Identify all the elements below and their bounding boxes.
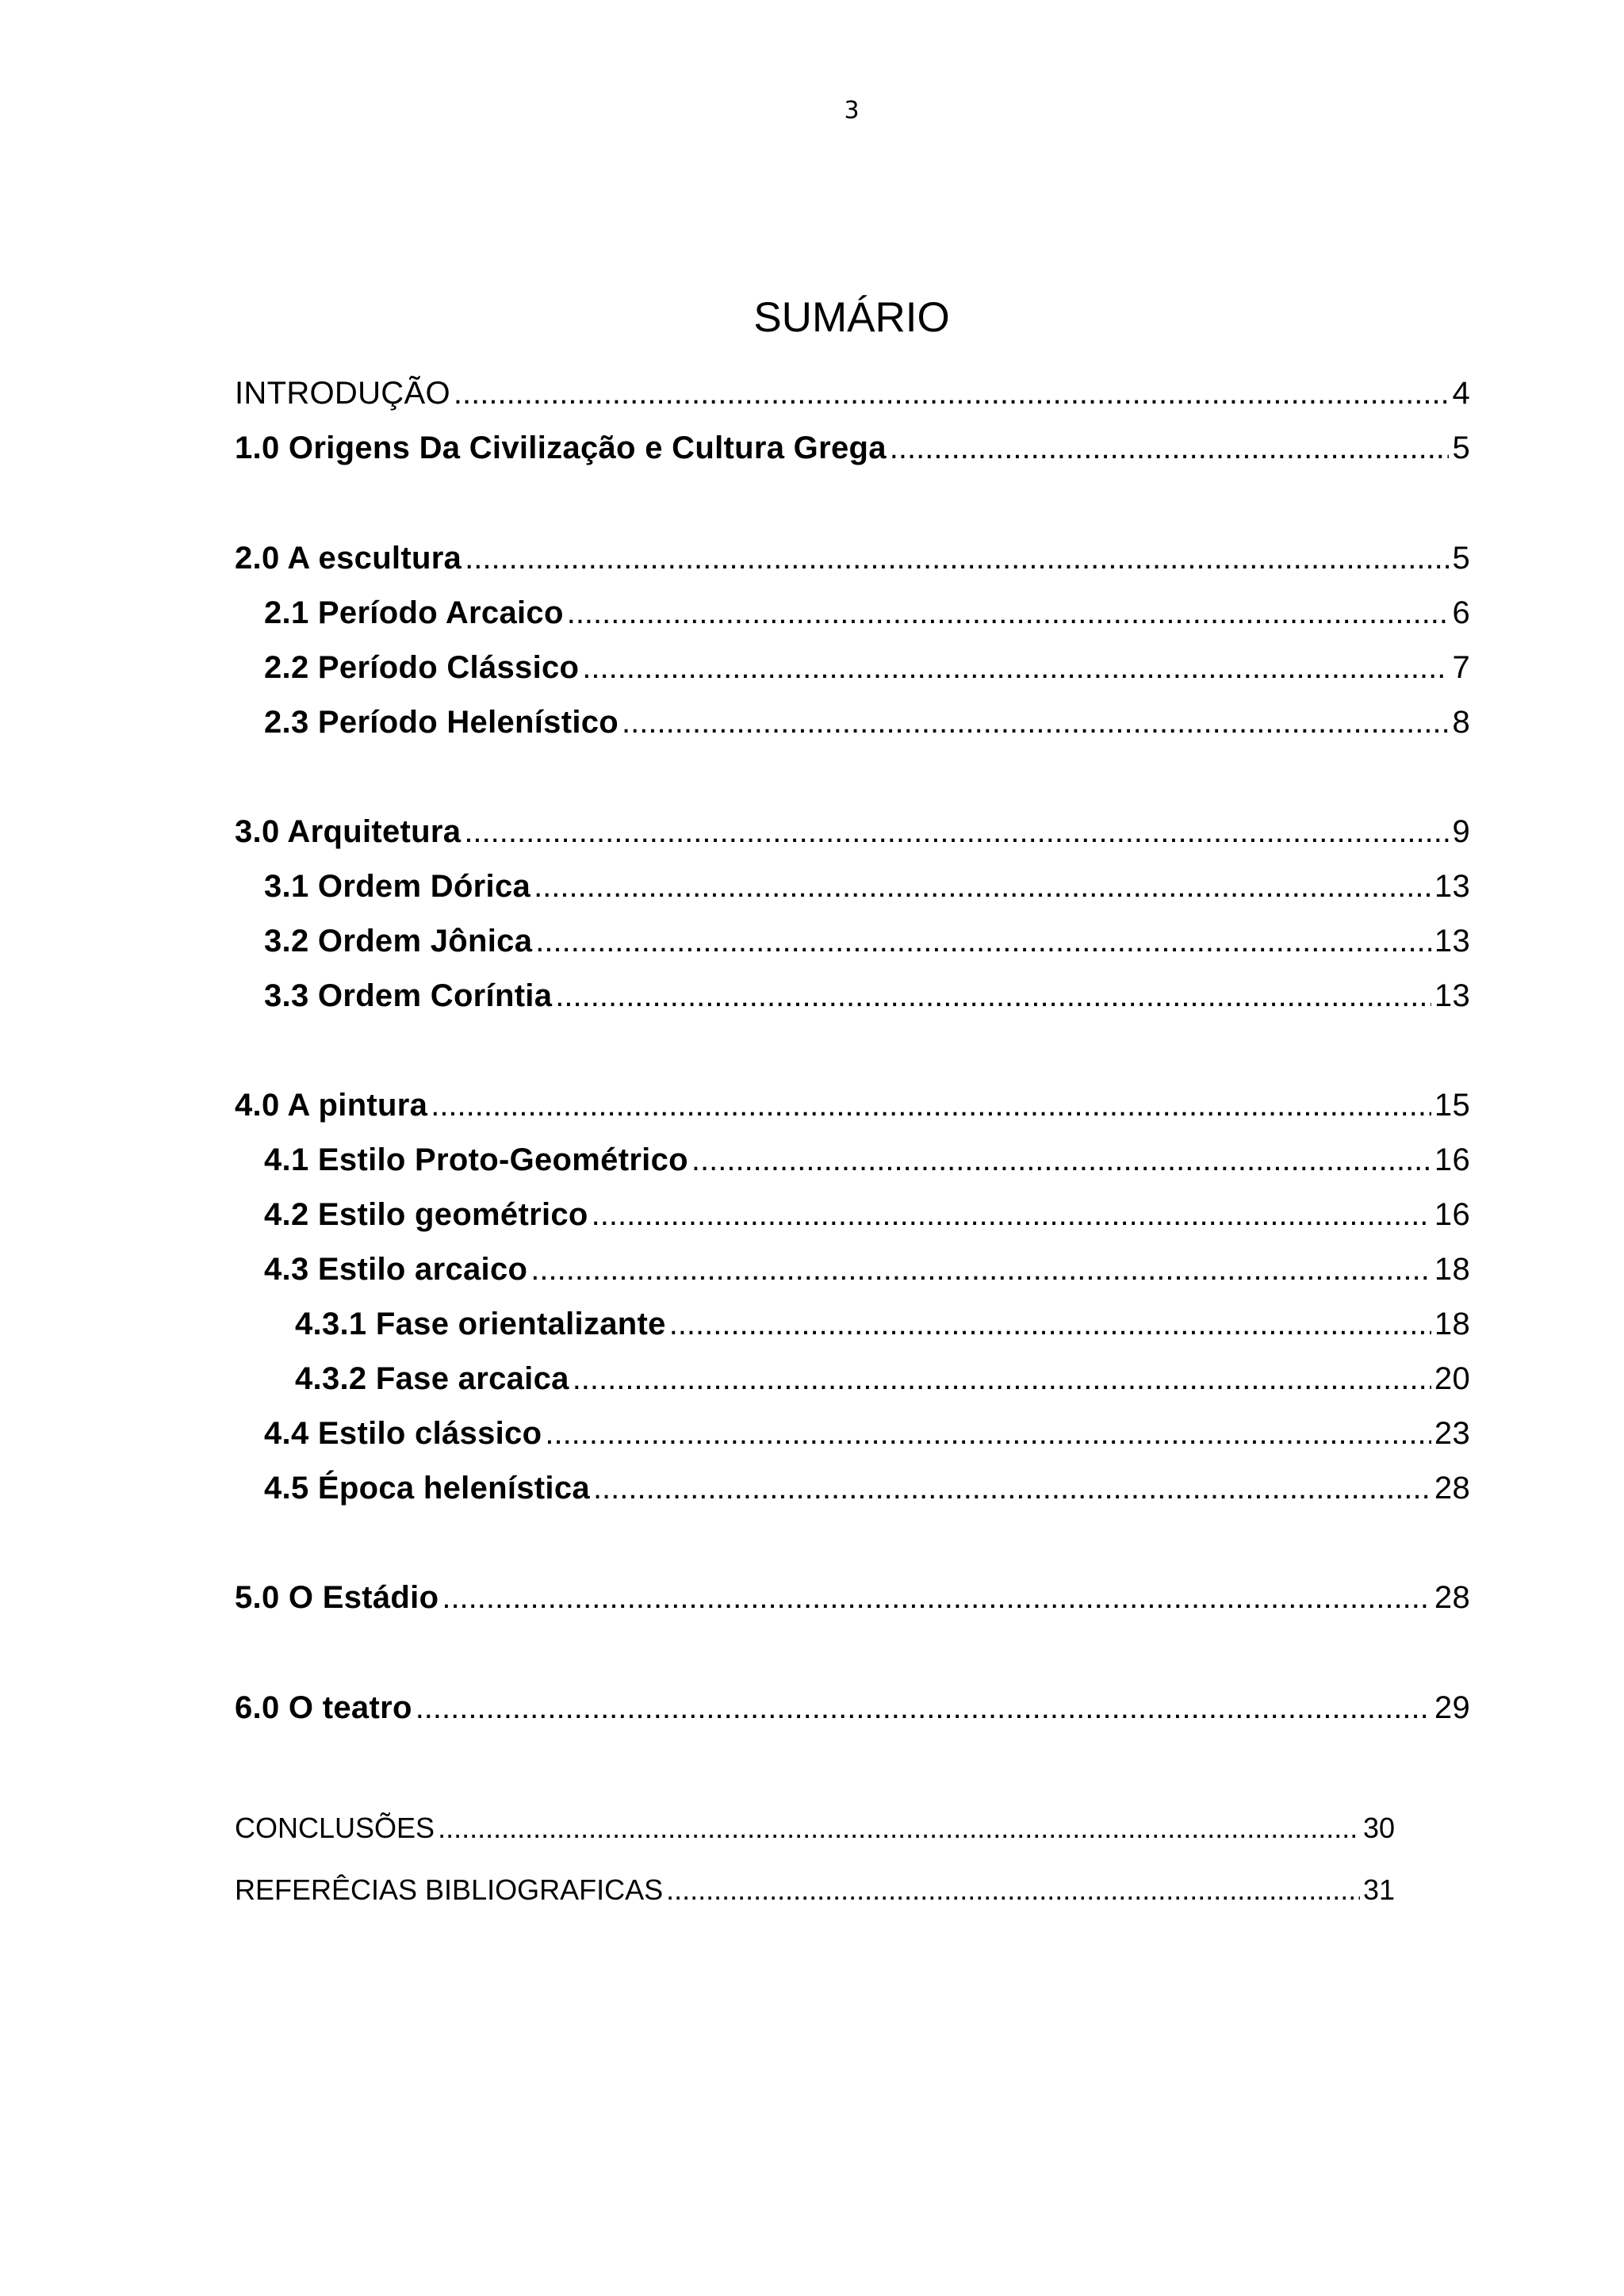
toc-entry-2-2[interactable] [264, 645, 1470, 690]
dot-leader [454, 371, 1450, 415]
toc-entry-label: 2.3 Período Helenístico [264, 705, 619, 740]
dot-leader [622, 700, 1449, 744]
dot-leader [691, 1138, 1431, 1182]
dot-leader [582, 645, 1449, 690]
dot-leader [438, 1806, 1360, 1850]
toc-entry-page-number: 23 [1434, 1416, 1470, 1451]
toc-entry-page-number: 6 [1452, 595, 1470, 630]
toc-entry-label: 2.0 A escultura [235, 541, 462, 576]
dot-leader [666, 1868, 1360, 1912]
toc-entry-label: 3.1 Ordem Dórica [264, 869, 531, 904]
toc-entry-label: 4.4 Estilo clássico [264, 1416, 542, 1451]
toc-entry-page-number: 7 [1452, 650, 1470, 685]
toc-entry-4-4[interactable] [264, 1411, 1470, 1456]
toc-entry-2-1[interactable] [264, 591, 1470, 635]
dot-leader [669, 1302, 1431, 1346]
dot-leader [592, 1192, 1431, 1237]
toc-entry-page-number: 31 [1362, 1873, 1395, 1906]
toc-entry-4-2[interactable] [264, 1192, 1470, 1237]
toc-entry-label: 5.0 O Estádio [235, 1580, 439, 1615]
toc-entry-label: CONCLUSÕES [235, 1812, 435, 1844]
toc-entry-page-number: 28 [1434, 1471, 1470, 1506]
toc-entry-label: 4.2 Estilo geométrico [264, 1197, 588, 1232]
toc-entry-page-number: 15 [1434, 1088, 1470, 1123]
page-title: SUMÁRIO [753, 293, 950, 341]
toc-entry-page-number: 16 [1434, 1197, 1470, 1232]
dot-leader [530, 1247, 1431, 1292]
toc-entry-label: 6.0 O teatro [235, 1690, 412, 1725]
toc-entry-label: 3.2 Ordem Jônica [264, 924, 533, 959]
toc-entry-4-1[interactable] [264, 1138, 1470, 1182]
toc-entry-label: 4.3.2 Fase arcaica [295, 1361, 569, 1396]
toc-entry-3-0[interactable] [235, 809, 1470, 854]
dot-leader [573, 1357, 1431, 1401]
page-number: 3 [844, 97, 860, 124]
dot-leader [555, 974, 1431, 1018]
dot-leader [545, 1411, 1431, 1456]
toc-entry-page-number: 13 [1434, 869, 1470, 904]
toc-entry-page-number: 29 [1434, 1690, 1470, 1725]
dot-leader [890, 426, 1450, 470]
toc-entry-page-number: 5 [1452, 541, 1470, 576]
toc-entry-label: 2.1 Período Arcaico [264, 595, 564, 630]
dot-leader [431, 1083, 1431, 1127]
toc-entry-label: 4.0 A pintura [235, 1088, 428, 1123]
toc-entry-page-number: 20 [1434, 1361, 1470, 1396]
toc-entry-label: 4.5 Época helenística [264, 1471, 590, 1506]
dot-leader [465, 536, 1449, 580]
toc-entry-label: 4.1 Estilo Proto-Geométrico [264, 1142, 688, 1177]
toc-entry-5-0[interactable] [235, 1575, 1470, 1620]
dot-leader [534, 864, 1431, 909]
toc-entry-label: 3.3 Ordem Coríntia [264, 978, 553, 1013]
toc-entry-referencias[interactable] [235, 1868, 1395, 1912]
toc-entry-page-number: 5 [1452, 430, 1470, 465]
toc-entry-label: 4.3 Estilo arcaico [264, 1252, 528, 1287]
toc-entry-page-number: 8 [1452, 705, 1470, 740]
toc-entry-4-0[interactable] [235, 1083, 1470, 1127]
toc-entry-4-3[interactable] [264, 1247, 1470, 1292]
toc-entry-label: 1.0 Origens Da Civilização e Cultura Grega [235, 430, 887, 465]
dot-leader [567, 591, 1450, 635]
dot-leader [535, 919, 1431, 963]
dot-leader [416, 1686, 1431, 1730]
toc-entry-page-number: 28 [1434, 1580, 1470, 1615]
toc-entry-2-0[interactable] [235, 536, 1470, 580]
toc-entry-label: INTRODUÇÃO [235, 376, 450, 411]
toc-entry-page-number: 13 [1434, 924, 1470, 959]
toc-entry-label: 4.3.1 Fase orientalizante [295, 1307, 666, 1341]
toc-entry-introducao[interactable] [235, 371, 1470, 415]
toc-entry-3-2[interactable] [264, 919, 1470, 963]
toc-entry-conclusoes[interactable] [235, 1806, 1395, 1850]
toc-entry-3-3[interactable] [264, 974, 1470, 1018]
toc-entry-label: 2.2 Período Clássico [264, 650, 580, 685]
toc-entry-page-number: 16 [1434, 1142, 1470, 1177]
toc-entry-page-number: 18 [1434, 1252, 1470, 1287]
toc-entry-1-0[interactable] [235, 426, 1470, 470]
toc-entry-page-number: 18 [1434, 1307, 1470, 1341]
toc-entry-4-3-1[interactable] [295, 1302, 1470, 1346]
toc-entry-3-1[interactable] [264, 864, 1470, 909]
toc-entry-page-number: 13 [1434, 978, 1470, 1013]
toc-entry-page-number: 9 [1452, 814, 1470, 849]
toc-entry-4-3-2[interactable] [295, 1357, 1470, 1401]
toc-entry-page-number: 30 [1362, 1812, 1395, 1844]
dot-leader [593, 1466, 1431, 1510]
toc-entry-label: 3.0 Arquitetura [235, 814, 462, 849]
dot-leader [442, 1575, 1431, 1620]
toc-entry-2-3[interactable] [264, 700, 1470, 744]
dot-leader [464, 809, 1449, 854]
toc-entry-page-number: 4 [1452, 376, 1470, 411]
toc-entry-4-5[interactable] [264, 1466, 1470, 1510]
toc-entry-6-0[interactable] [235, 1686, 1470, 1730]
toc-entry-label: REFERÊCIAS BIBLIOGRAFICAS [235, 1873, 664, 1906]
